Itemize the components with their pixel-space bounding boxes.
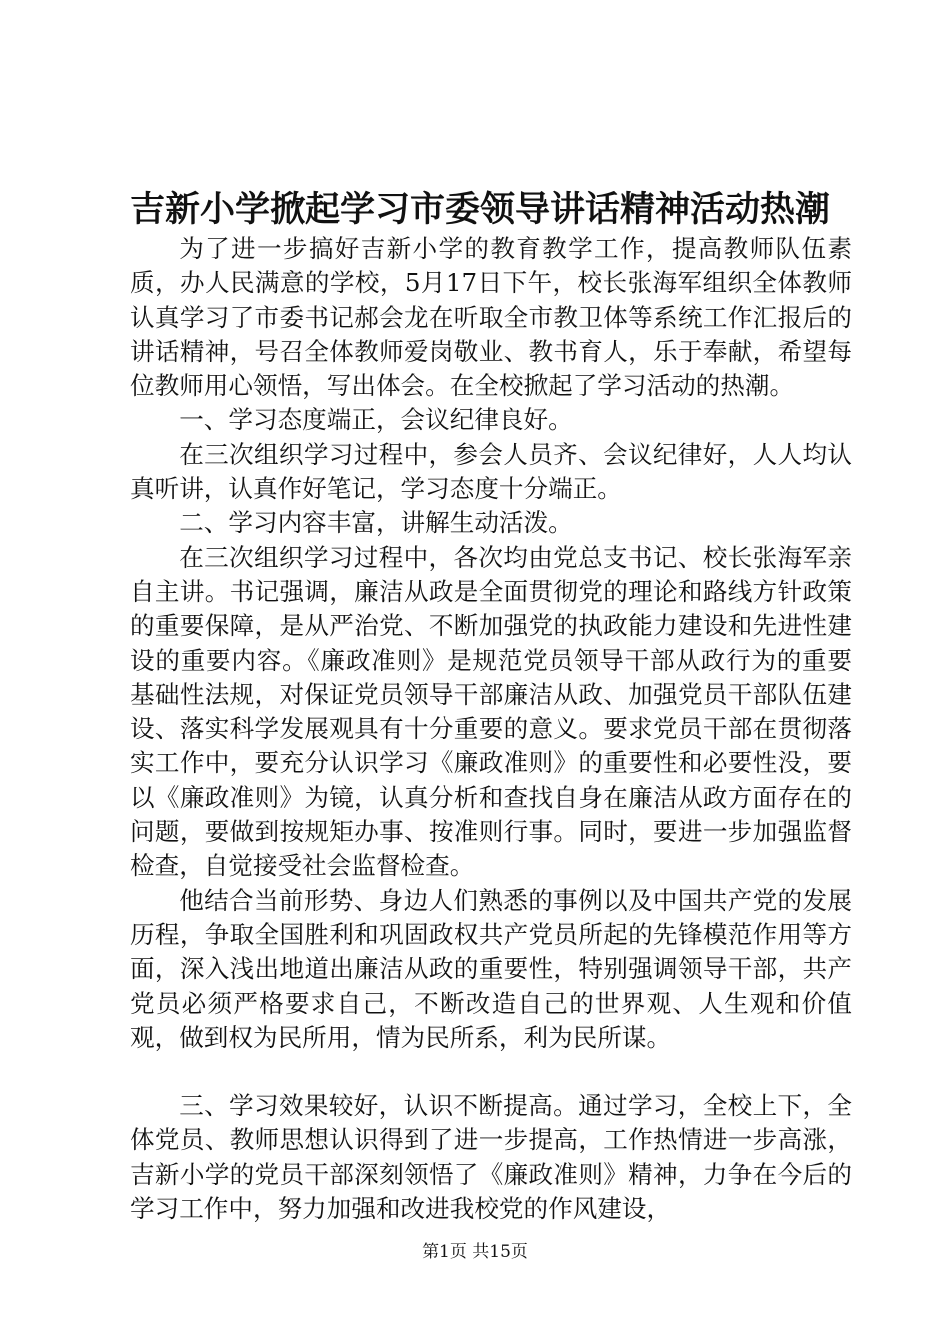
- document-title: 吉新小学掀起学习市委领导讲话精神活动热潮: [130, 189, 831, 230]
- paragraph-section-1: 在三次组织学习过程中，参会人员齐、会议纪律好，人人均认真听讲，认真作好笔记，学习态度十分端正。: [130, 439, 852, 504]
- paragraph-section-2a: 在三次组织学习过程中，各次均由党总支书记、校长张海军亲自主讲。书记强调，廉洁从政是全面贯彻党的理论和路线方针政策的重要保障，是从严治党、不断加强党的执政能力建设和先进性建设的重要内容。《廉政准则》是规范党员领导干部从政行为的重要基础性法规，对保证党员领导干部廉洁从政、加强党员干部队伍建设、落实科学发展观具有十分重要的意义。要求党员干部在贯彻落实工作中，要充分认识学习《廉政准则》的重要性和必要性没，要以《廉政准则》为镜，认真分析和查找自身在廉洁从政方面存在的问题，要做到按规矩办事、按准则行事。同时，要进一步加强监督检查，自觉接受社会监督检查。: [130, 542, 852, 881]
- paragraph-section-2b: 他结合当前形势、身边人们熟悉的事例以及中国共产党的发展历程，争取全国胜利和巩固政权共产党员所起的先锋模范作用等方面，深入浅出地道出廉洁从政的重要性，特别强调领导干部，共产党员必须严格要求自己，不断改造自己的世界观、人生观和价值观，做到权为民所用，情为民所系，利为民所谋。: [130, 885, 852, 1052]
- section-heading-1: 一、学习态度端正，会议纪律良好。: [179, 405, 573, 435]
- paragraph-intro: 为了进一步搞好吉新小学的教育教学工作，提高教师队伍素质，办人民满意的学校，5月17日下午，校长张海军组织全体教师认真学习了市委书记郝会龙在听取全市教卫体等系统工作汇报后的讲话精神，号召全体教师爱岗敬业、教书育人，乐于奉献，希望每位教师用心领悟，写出体会。在全校掀起了学习活动的热潮。: [130, 234, 852, 401]
- page-number-footer: 第1页 共15页: [422, 1242, 528, 1262]
- section-heading-2: 二、学习内容丰富，讲解生动活泼。: [179, 508, 573, 538]
- paragraph-section-3: 三、学习效果较好，认识不断提高。通过学习，全校上下，全体党员、教师思想认识得到了进一步提高，工作热情进一步高涨，吉新小学的党员干部深刻领悟了《廉政准则》精神，力争在今后的学习工作中，努力加强和改进我校党的作风建设，: [130, 1091, 852, 1224]
- paragraph-gap: [130, 1055, 852, 1089]
- document-body: [130, 232, 852, 1226]
